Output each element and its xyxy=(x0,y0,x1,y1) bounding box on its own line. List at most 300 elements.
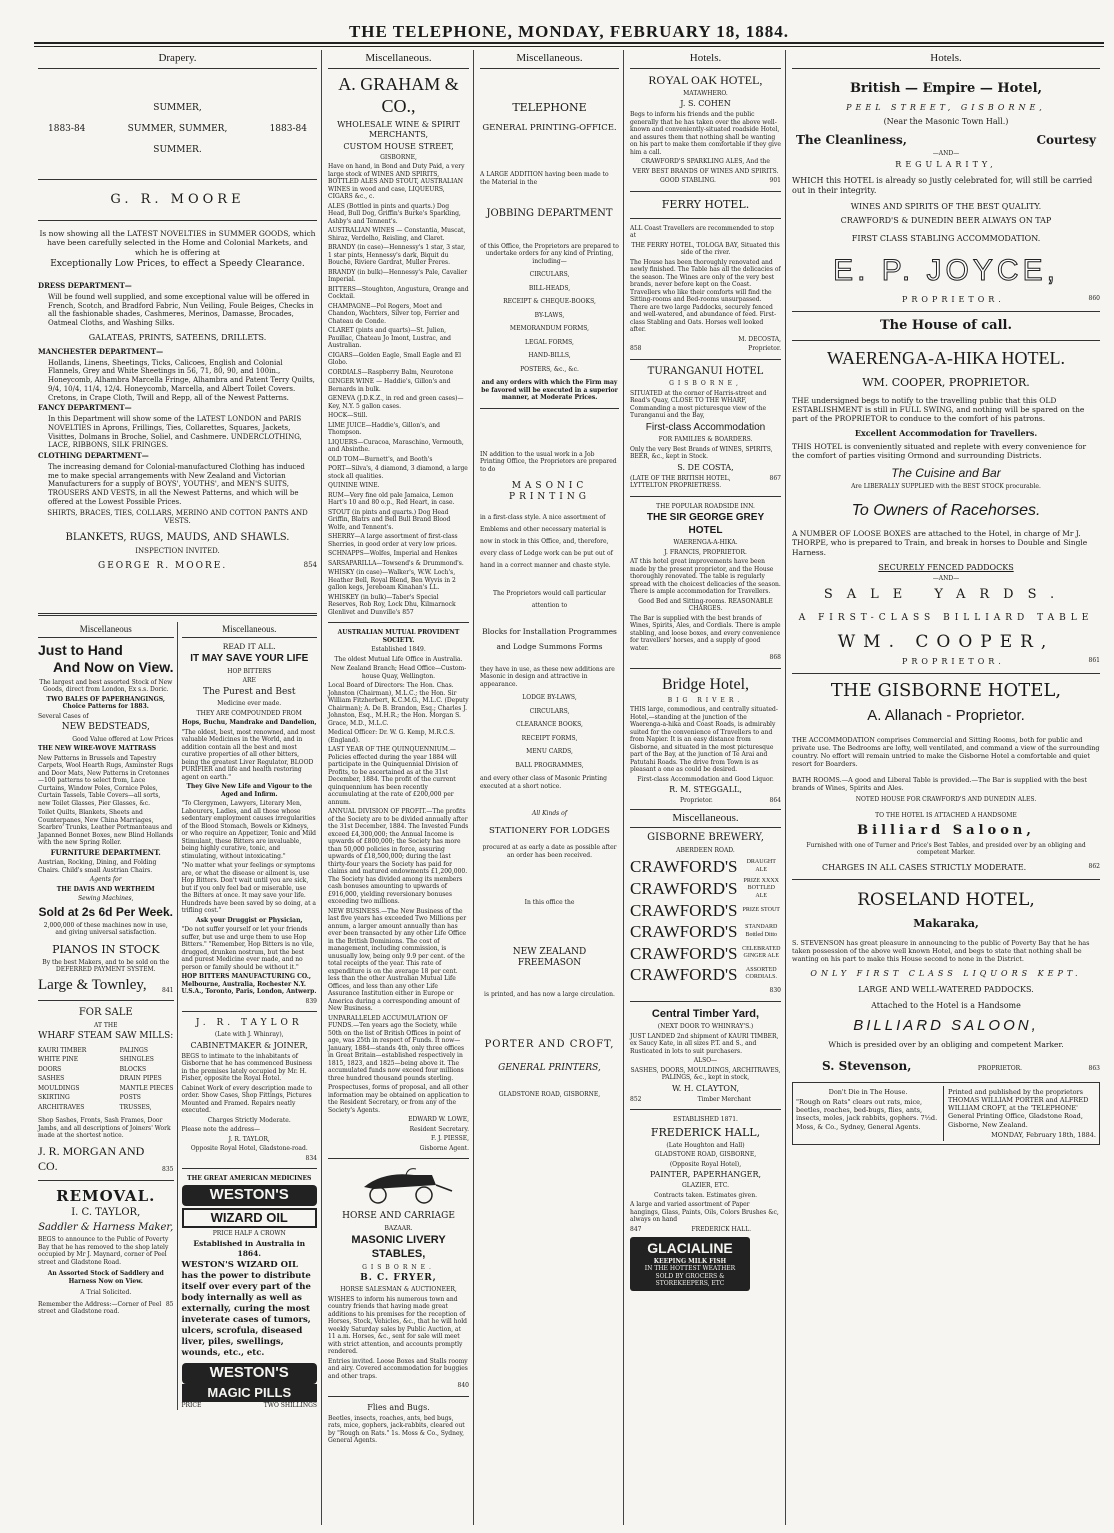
steggall-proprietor: Proprietor. xyxy=(680,797,713,804)
pills-price-value: TWO SHILLINGS xyxy=(263,1402,317,1410)
moore-intro-2: Exceptionally Low Prices, to effect a Speedy Clearance. xyxy=(50,258,305,269)
column-drapery xyxy=(34,50,322,1525)
horse-carriage: HORSE AND CARRIAGE xyxy=(342,1211,455,1222)
crawfords-name: CRAWFORD'S xyxy=(630,943,738,963)
col1-lower xyxy=(38,622,317,1410)
wire-heading: THE NEW WIRE-WOVE MATTRASS xyxy=(38,745,157,753)
manchester-text: Hollands, Linens, Sheetings, Ticks, Calicoes, English and Colonial Flannels, Grey and White Sheetings in 56, 71, 80, 90, and 100in., Honeycomb, Alhambra Marcella Fringe, Alhambra and Patent Terry Quilts, 9/4, 10/4, 11/4, 12/4. Honeycomb, Marcella, and Albert Toilet Covers. Cretons, in Crape Cloth, Twill and Repp, all of the Newest Patterns. xyxy=(48,358,315,402)
turanganui-sig: S. DE COSTA, xyxy=(677,462,734,472)
clothing-text: The increasing demand for Colonial-manufactured Clothing has induced me to make special arrangements with New Zealand and Victorian Manufacturers for a supply of BOYS', YOUTHS', and MEN'S SUITS, TROUSERS AND VESTS, in all the Newest Patterns, and which will be offered at the Lowest Possible Prices. xyxy=(48,462,305,506)
hops-line: Hops, Buchu, Mandrake and Dandelion, xyxy=(181,719,317,726)
jobbing-title: JOBBING DEPARTMENT xyxy=(486,208,613,220)
hall-late: (Late Houghton and Hall) xyxy=(666,1141,745,1149)
crawfords-type: ASSORTED CORDIALS. xyxy=(745,966,778,981)
glacialine-ad xyxy=(630,1237,750,1291)
list-item: CIGARS—Golden Eagle, Small Eagle and El Globo. xyxy=(328,351,462,367)
section-header-drapery: Drapery. xyxy=(38,50,317,69)
very-best: VERY BEST BRANDS OF WINES AND SPIRITS. xyxy=(632,167,779,175)
sale-yards: SALE YARDS. xyxy=(823,586,1069,602)
jrt-body: BEGS to intimate to the inhabitants of Gisborne that he has commenced Business in the premises lately occupied by Mr. H. Fisher, opposite the Royal Hotel. xyxy=(181,1052,313,1083)
timber-body: JUST LANDED 2nd shipment of KAURI TIMBER, ex Saucy Kate, in all sizes P.T. and S., and Rusticated in lots to suit purchasers. xyxy=(630,1032,779,1055)
turanganui-only: Only the very Best Brands of WINES, SPIRITS, BEER, &c., kept in Stock. xyxy=(630,445,773,460)
cuisine-line: The Cuisine and Bar xyxy=(891,466,1001,481)
cohen-body: Begs to inform his friends and the public generally that he has taken over the above well-known and conveniently-situated roadside Hotel, and assures them that nothing shall be wanting on his part to make them comfortable if they give him a call. xyxy=(630,111,781,156)
list-item: LEGAL FORMS, xyxy=(525,338,574,346)
stationery-line: STATIONERY FOR LODGES xyxy=(488,825,610,836)
flies-heading: Flies and Bugs. xyxy=(367,1402,430,1412)
freemason-body: is printed, and has now a large circulation. xyxy=(484,991,615,999)
section-header-misc-4: Miscellaneous. xyxy=(480,50,619,69)
any-other: and any orders with which the Firm may be favored will be executed in a superior manner, at Moderate Prices. xyxy=(481,379,618,402)
ad-number: 841 xyxy=(162,986,174,994)
amp-medical: Medical Officer: Dr. W. G. Kemp, M.R.C.S. (England). xyxy=(328,729,455,744)
just-to-hand: Just to Hand xyxy=(38,641,123,658)
remember-row xyxy=(38,1301,174,1316)
jr-taylor-late: (Late with J. Whinray), xyxy=(214,1031,284,1039)
list-item: CIRCULARS, xyxy=(529,707,570,715)
list-item: QUININE WINE. xyxy=(328,482,380,490)
column-hotels xyxy=(626,50,786,1525)
galateas: GALATEAS, PRINTS, SATEENS, DRILLETS. xyxy=(88,332,267,342)
all-kinds: All Kinds of xyxy=(531,810,567,818)
trial-line: A Trial Solicited. xyxy=(80,1289,132,1297)
ad-number: 835 xyxy=(162,1166,174,1174)
gisborne-line: GISBORNE, xyxy=(380,153,417,161)
sgg-bar: The Bar is supplied with the best brands of Wines, Spirits, Ales, and Cordials. There is ample stabling, and loose boxes, and every convenience for travellers' horses, and a supply of good water. xyxy=(630,614,781,652)
summer-line-3: SUMMER. xyxy=(153,145,202,156)
section-header-hotels-2: Hotels. xyxy=(792,50,1100,69)
in-addition: IN addition to the usual work in a Job Printing Office, the Proprietors are prepared to do xyxy=(480,450,617,473)
crawfords-name: CRAWFORD'S xyxy=(630,857,738,877)
situated-line: THIS HOTEL is conveniently situated and replete with every convenience for the comfort of parties visiting Ormond and surrounding Districts. xyxy=(792,441,1087,460)
stevenson-body: S. STEVENSON has great pleasure in announcing to the public of Poverty Bay that he has taken possession of the above well known Hotel, and begs to state that nothing shall be wanting on his part to make this House second to none in the District. xyxy=(792,938,1090,963)
imprint-text: Printed and published by the proprietors THOMAS WILLIAM PORTER and ALFRED WILLIAM CROFT, at the 'TELEPHONE' General Printing Office, Gladstone Road, Gisborne, New Zealand. xyxy=(948,1088,1089,1129)
beds-line: NEW BEDSTEADS, xyxy=(61,722,150,733)
fryer-body: WISHES to inform his numerous town and country friends that having made great additions to his premises for the reception of Horses, Stock, Vehicles, &c., that he will hold weekly Saturday sales by Public Auction, at 11 a.m. Horses, &c., sent for sale will meet with strict attention, and accounts promptly rendered. xyxy=(328,1295,467,1356)
painter-line: PAINTER, PAPERHANGER, xyxy=(649,1170,762,1179)
misc-right-ads xyxy=(182,622,318,1410)
stationery-body: procured at as early a date as possible after an order has been received. xyxy=(482,844,617,859)
timber-sashes: SASHES, DOORS, MOULDINGS, ARCHITRAVES, PALINGS, &c., kept in stock, xyxy=(630,1066,781,1082)
hop-bitters: HOP BITTERS xyxy=(227,667,272,675)
moore-signature-row xyxy=(38,561,317,572)
column-misc-telephone xyxy=(476,50,624,1525)
peel-street: PEEL STREET, GISBORNE, xyxy=(846,103,1046,112)
pills-footer xyxy=(182,1402,318,1410)
hop-quote: "The oldest, best, most renowned, and most valuable Medicines in the World, and in addition contain all the best and most curative properties of all other bitters, being the greatest Liver Regulator, BLOOD PURIFIER and life and health restoring agent on earth." xyxy=(181,728,316,781)
list-item: DOORS xyxy=(38,1065,62,1073)
masthead-rule-thin xyxy=(34,46,1104,47)
list-item: PALINGS xyxy=(119,1046,148,1054)
ad-number: 85 xyxy=(165,1300,174,1308)
popular-inn: THE POPULAR ROADSIDE INN. xyxy=(656,502,755,510)
for-sale: FOR SALE xyxy=(78,1007,133,1019)
large-paddocks: LARGE AND WELL-WATERED PADDOCKS. xyxy=(858,984,1034,994)
cleanliness-row xyxy=(792,133,1100,148)
dont-die-heading: Don't Die in The House. xyxy=(828,1088,908,1096)
gisborne-2: GISBORNE. xyxy=(362,1263,435,1271)
crawfords-row xyxy=(630,964,781,985)
ict-body: BEGS to announce to the Public of Poverty Bay that he has removed to the shop lately occupied by Mr J. Maynard, corner of Peel street and Gladstone Road. xyxy=(38,1236,169,1266)
gladstone-road: GLADSTONE ROAD, GISBORNE, xyxy=(498,1090,601,1098)
makaraka: Makaraka, xyxy=(913,916,979,930)
boxes-line: A NUMBER OF LOOSE BOXES are attached to the Hotel, in charge of Mr J. THORPE, who is prepared to Train, and break in horses to Double and Single Harness. xyxy=(792,528,1088,557)
give-line: They Give New Life and Vigour to the Aged and Infirm. xyxy=(186,783,313,798)
list-item: PORT—Silva's, 4 diamond, 3 diamond, a large stock all qualities. xyxy=(328,465,468,480)
now-on-view: And Now on View. xyxy=(52,659,174,676)
compounded-line: THEY ARE COMPOUNDED FROM xyxy=(196,709,302,717)
shirts-line: SHIRTS, BRACES, TIES, COLLARS, MERINO AND COTTON PANTS AND VESTS. xyxy=(47,508,308,526)
jr-taylor: J. R. TAYLOR xyxy=(195,1018,303,1028)
glacialine-keeping: KEEPING MILK FISH xyxy=(653,1257,727,1265)
removal: REMOVAL. xyxy=(56,1186,156,1205)
large-townley-row xyxy=(38,976,174,995)
morgan-name: J. R. MORGAN AND CO. xyxy=(38,1143,145,1173)
cabinet-work: Cabinet Work of every description made to order. Show Cases, Shop Fittings, Pictures Mounted and Framed. Repairs neatly executed. xyxy=(181,1084,313,1115)
jrt-signature: J. R. TAYLOR, xyxy=(228,1135,270,1143)
quilts-text: Toilet Quilts, Blankets, Sheets and Counterpanes, New China Marriages, Scarbro' Trunks, Leather Portmanteaus and Japanned Bonnet Boxes, new Blind Hollands with the new Spring Roller. xyxy=(38,809,174,847)
attached-line: TO THE HOTEL IS ATTACHED A HANDSOME xyxy=(875,811,1017,819)
list-item: BLOCKS xyxy=(119,1065,147,1073)
ferry-proprietor: Proprietor. xyxy=(748,345,781,352)
wharf-list xyxy=(38,1045,174,1114)
crawfords-type: STANDARD Bottled Ditto xyxy=(745,924,778,938)
bazaar-line: BAZAAR. xyxy=(384,1224,413,1232)
house-of-call: The House of call. xyxy=(880,318,1012,333)
ferry-location: THE FERRY HOTEL, TOLOGA BAY, Situated this side of the river. xyxy=(631,241,780,256)
ad-number: 863 xyxy=(1088,1065,1100,1072)
which-line: WHICH this HOTEL is already so justly celebrated for, will still be carried out in their integrity. xyxy=(792,175,1093,195)
gh-body: THE ACCOMMODATION comprises Commercial and Sitting Rooms, both for public and private use. The Bedrooms are lofty, well ventilated, and command a view of the surrounding country. No effort will remain untried to make the Gisborne Hotel a comfortable and quiet resort for Boarders. xyxy=(792,735,1100,768)
masonic-livery: MASONIC LIVERY STABLES, xyxy=(351,1234,446,1260)
ad-number: 834 xyxy=(305,1154,317,1162)
printing-list-2 xyxy=(480,694,619,769)
read-it-all: READ IT ALL. xyxy=(222,641,276,651)
wines-line: WINES AND SPIRITS OF THE BEST QUALITY. xyxy=(850,201,1042,211)
crawfords-name: CRAWFORD'S xyxy=(630,901,738,920)
joyce-proprietor: PROPRIETOR. xyxy=(902,295,1005,304)
ferry-footer xyxy=(630,345,781,353)
ad-number: 868 xyxy=(769,654,781,661)
sewing-line: Sewing Machines, xyxy=(77,895,134,903)
large-townley: Large & Townley, xyxy=(38,976,147,993)
crawfords-name: CRAWFORD'S xyxy=(630,964,738,984)
ad-number: 901 xyxy=(769,177,781,185)
blocks-body: they have in use, as these new additions are Masonic in design and attractive in appearance. xyxy=(480,665,615,688)
list-item: MOULDINGS xyxy=(38,1084,80,1092)
crawfords-type: CELEBRATED GINGER ALE xyxy=(742,945,781,960)
liberally-line: Are LIBERALLY SUPPLIED with the BEST STOCK procurable. xyxy=(851,483,1041,491)
ad-number: 839 xyxy=(305,997,317,1005)
noted-line: NOTED HOUSE FOR CRAWFORD'S AND DUNEDIN ALES. xyxy=(855,796,1037,804)
ferry-signature: M. DECOSTA, xyxy=(738,335,781,343)
bales-line: TWO BALES OF PAPERHANGINGS, Choice Patterns for 1883. xyxy=(46,695,165,711)
telephone-title: TELEPHONE xyxy=(512,100,587,114)
furniture-heading: FURNITURE DEPARTMENT. xyxy=(50,847,161,857)
and-line-2: —AND— xyxy=(932,575,960,582)
magic-pills-logo-2: MAGIC PILLS xyxy=(182,1384,318,1402)
list-item: RECEIPT FORMS, xyxy=(521,734,578,742)
graham-intro: Have on hand, in Bond and Duty Paid, a very large stock of WINES AND SPIRITS, BOTTLED ALES AND STOUT, AUSTRALIAN WINES in wood and case, LIQUEURS, CIGARS &c., c. xyxy=(328,163,465,201)
moore-intro: Is now showing all the LATEST NOVELTIES in SUMMER GOODS, which have been carefully selected in the Home and Colonial Markets, and which he is offering at xyxy=(39,228,316,257)
wizard-established: Established in Australia in 1864. xyxy=(193,1239,306,1258)
clayton-role: Timber Merchant xyxy=(697,1095,751,1103)
list-item: GINGER WINE — Haddie's, Gillon's and Bernards in bulk. xyxy=(328,378,451,393)
year-left: 1883-84 xyxy=(48,124,86,134)
list-item: BALL PROGRAMMES, xyxy=(515,761,584,769)
amp-heading: AUSTRALIAN MUTUAL PROVIDENT SOCIETY. xyxy=(337,629,460,644)
section-header-misc-3: Miscellaneous. xyxy=(328,50,469,69)
list-item: HAND-BILLS, xyxy=(528,352,571,360)
wire-text: New Patterns in Brussels and Tapestry Carpets, Wool Hearth Rugs, Axminster Rugs and Door Mats, New Patterns in Cretonnes—100 patterns to select from, Lace Curtains, Window Poles, Cornice Poles, Curtain Tassels, Table Covers—all sorts, new Toilet Glasses, Pier Glasses, &c. xyxy=(38,754,174,807)
remember-line: Remember the Address:—Corner of Peel street and Gladstone road. xyxy=(38,1300,162,1316)
ad-number: 858 xyxy=(630,345,642,352)
paddocks-line: SECURELY FENCED PADDOCKS xyxy=(878,563,1014,572)
westons-logo: WESTON'S xyxy=(182,1185,318,1206)
ad-number: 860 xyxy=(1088,295,1100,302)
sgg-beds: Good Bed and Sitting-rooms. REASONABLE CHARGES. xyxy=(638,597,773,612)
crawfords-row xyxy=(630,900,781,921)
cohen: J. S. COHEN xyxy=(680,99,731,109)
billiard-saloon-2: BILLIARD SALOON, xyxy=(853,1016,1039,1034)
wharf-list-left xyxy=(38,1045,86,1114)
porter-croft: PORTER AND CROFT, xyxy=(484,1038,615,1050)
ad-number: 862 xyxy=(1088,862,1100,870)
crawfords-list xyxy=(630,856,781,985)
list-item: DRAIN PIPES xyxy=(119,1075,162,1083)
established-1871: ESTABLISHED 1871. xyxy=(673,1116,738,1124)
list-item: SASHES xyxy=(38,1075,65,1083)
note-line: Please note the address— xyxy=(181,1126,261,1134)
amp-board: Local Board of Directors: The Hon. Chas. Johnston (Chairman), M.L.C.; the Hon. Sir William Fitzherbert, K.C.M.G., M.L.C. (Deputy Chairman); A. De B. Brandon, Esq.; Charles J. Johnston, Esq., M.H.R.; the Hon. Morgan S. Grace, M.D., M.L.C. xyxy=(328,682,469,727)
list-item: RECEIPT & CHEQUE-BOOKS, xyxy=(503,298,596,306)
list-item: CLARET (pints and quarts)—St. Julien, Pauillac, Chateau Jo Imont, Lustrac, and Australian. xyxy=(328,327,451,350)
ask-line: Ask your Druggist or Physician, xyxy=(195,916,303,924)
prop-call: The Proprietors would call particular attention to xyxy=(492,589,607,609)
sold-note: 2,000,000 of these machines now in use, and giving universal satisfaction. xyxy=(43,921,168,937)
billiard-saloon: Billiard Saloon, xyxy=(857,823,1035,839)
list-item: MENU CARDS, xyxy=(526,748,573,756)
section-header-hotels: Hotels. xyxy=(630,50,781,69)
amp-last: LAST YEAR OF THE QUINQUENNIUM.—Policies effected during the year 1884 will participate in the Quinquennial Division of Profits, to be ascertained as at the 31st December, 1884. The profit of the current quinquennium has been recently accumulating at the rate of £200,000 per annum. xyxy=(328,746,458,806)
dont-die-body: "Rough on Rats" clears out rats, mice, beetles, roaches, bed-bugs, flies, ants, insects, moles, jack rabbits, gophers. 7½d. Moss, & Co., Sydney, General Agents. xyxy=(796,1098,938,1131)
amp-sig-2b: Gisborne Agent. xyxy=(419,1144,469,1152)
every-other: and every other class of Masonic Printing executed at a short notice. xyxy=(480,775,607,790)
list-item: KAURI TIMBER xyxy=(38,1046,87,1054)
ad-number: 840 xyxy=(457,1382,469,1390)
crawfords-type: PRIZE STOUT xyxy=(742,906,780,913)
matter-body: "No matter what your feelings or symptoms are, or what the disease or ailment is, use Hop Bitters. Don't wait until you are sick, but if you only feel bad or miserable, use the Bitters at once. It may save your life. Hundreds have been saved by so doing, at a trifling cost." xyxy=(181,862,316,914)
crawfords-row xyxy=(630,856,781,877)
glacialine-hottest: IN THE HOTTEST WEATHER xyxy=(644,1265,736,1272)
list-item: MEMORANDUM FORMS, xyxy=(509,325,590,333)
attached-2: Attached to the Hotel is a Handsome xyxy=(871,1000,1021,1010)
turanganui-gisborne: GISBORNE, xyxy=(669,380,742,387)
amp-new: NEW BUSINESS.—The New Business of the last five years has exceeded Two Millions per annum, a larger amount annually than has ever been transacted by any other Life Office in the British Dominions. The cost of management, including commission, is unusually low, being only 9.9 per cent. of the total receipts of the year. This rate of expenditure is on the average 18 per cent. less than the other Australian Mutual Life Offices, and less than any other Life Assurance Institution either in Europe or America during a corresponding amount of New Business. xyxy=(328,907,467,1013)
excellent-line: Excellent Accommodation for Travellers. xyxy=(854,427,1038,438)
blankets-line: BLANKETS, RUGS, MAUDS, AND SHAWLS. xyxy=(65,532,290,544)
summer-line-1: SUMMER, xyxy=(153,102,202,113)
presided-line: Which is presided over by an obliging and competent Marker. xyxy=(828,1039,1064,1049)
saddler: Saddler & Harness Maker, xyxy=(38,1221,174,1233)
section-header-misc-2: Miscellaneous. xyxy=(182,622,318,638)
moore-signature: GEORGE R. MOORE. xyxy=(98,561,228,572)
crawfords-name: CRAWFORD'S xyxy=(630,879,738,899)
at-the: AT THE xyxy=(93,1021,118,1029)
masthead-rule xyxy=(34,42,1104,44)
list-item: LODGE BY-LAWS, xyxy=(522,694,577,702)
year-right: 1883-84 xyxy=(269,124,307,134)
amp-oldest: The oldest Mutual Life Office in Australia. xyxy=(334,655,463,663)
near-masonic: (Near the Masonic Town Hall.) xyxy=(883,117,1009,126)
list-item: LIQUERS—Curacoa, Maraschino, Vermouth, and Absinthe. xyxy=(328,438,464,454)
medicine-line: Medicine ever made. xyxy=(217,700,282,707)
list-item: ARCHITRAVES xyxy=(38,1103,85,1111)
clayton: W. H. CLAYTON, xyxy=(671,1083,740,1093)
inspection-line: INSPECTION INVITED. xyxy=(135,546,220,555)
dress-heading: DRESS DEPARTMENT— xyxy=(38,281,132,291)
royal-footer xyxy=(630,177,781,185)
save-your-life: IT MAY SAVE YOUR LIFE xyxy=(190,653,309,665)
misc-left-ads xyxy=(38,622,178,1410)
just-intro: The largest and best assorted Stock of New Goods, direct from London, Ex s.s. Doric. xyxy=(39,678,173,694)
gisborne-hotel: THE GISBORNE HOTEL, xyxy=(830,680,1062,702)
stevenson-name: S. Stevenson, xyxy=(822,1059,912,1073)
masonic-body: in a first-class style. A nice assortment of Emblems and other necessary material is now in stock in this Office, and, therefore, every class of Lodge work can be put out of hand in a correct manner and chaste style. xyxy=(480,513,613,569)
cabinetmaker: CABINETMAKER & JOINER, xyxy=(190,1040,308,1050)
list-item: POSTERS, &c., &c. xyxy=(520,365,579,373)
cleanliness: The Cleanliness, xyxy=(796,133,907,147)
hall-footer xyxy=(630,1226,781,1234)
stabling-line: FIRST CLASS STABLING ACCOMMODATION. xyxy=(851,233,1041,243)
cooper-proprietor-2: PROPRIETOR. xyxy=(902,657,1005,667)
hall-signature: FREDERICK HALL. xyxy=(691,1225,751,1233)
list-item: LIME JUICE—Haddie's, Gillon's, and Thompson. xyxy=(328,421,440,437)
crawfords-type: PRIZE XXXX BOTTLED ALE xyxy=(743,877,779,899)
wharf-mills: WHARF STEAM SAW MILLS: xyxy=(38,1031,174,1042)
general-printers: GENERAL PRINTERS, xyxy=(498,1063,601,1074)
clothing-heading: CLOTHING DEPARTMENT— xyxy=(38,451,149,461)
westons-top: THE GREAT AMERICAN MEDICINES xyxy=(187,1175,312,1183)
list-item: SCHNAPPS—Wolfes, Imperial and Henkes xyxy=(328,550,458,558)
pianos-note: By the best Makers, and to be sold on the DEFERRED PAYMENT SYSTEM. xyxy=(42,958,170,974)
wizard-oil-logo: WIZARD OIL xyxy=(182,1208,318,1228)
waerenga-line: WAERENGA-A-HIKA. xyxy=(673,539,738,546)
list-item: BRANDY (in case)—Hennessy's 1 star, 3 star, 1 star pints, Hennessy's dark, Biquit du Bouche, Riviere Gardrat, Muller Freres. xyxy=(328,244,466,267)
only-liquors: ONLY FIRST CLASS LIQUORS KEPT. xyxy=(810,968,1082,978)
bridge-hotel: Bridge Hotel, xyxy=(661,675,750,693)
bridge-acc: First-class Accommodation and Good Liquor. xyxy=(637,775,774,783)
list-item: SKIRTING xyxy=(38,1094,70,1102)
fancy-heading: FANCY DEPARTMENT— xyxy=(38,403,132,413)
ferry-intro: ALL Coast Travellers are recommended to stop at xyxy=(630,224,775,239)
list-item: BRANDY (in bulk)—Hennessy's Pale, Cavalier Imperial. xyxy=(328,268,468,284)
glacialine-title: GLACIALINE xyxy=(647,1240,733,1256)
ic-taylor: I. C. TAYLOR, xyxy=(71,1207,141,1219)
list-item: RUM—Very fine old pale Jamaica, Lemon Hart's 10 and 80 o.p., Red Heart, in case. xyxy=(328,491,455,507)
amp-sig-1: EDWARD W. LOWE, xyxy=(408,1116,469,1124)
morgan-row xyxy=(38,1144,174,1174)
list-item: ALES (Bottled in pints and quarts.) Dog Head, Bull Dog, Griffin's Burke's Sparkling, Ashby's and Tennent's. xyxy=(328,202,461,225)
cooper-footer xyxy=(792,657,1100,667)
beds-note: Good Value offered at Low Prices xyxy=(72,735,174,743)
list-item: CIRCULARS, xyxy=(529,271,570,279)
crawfords-name: CRAWFORD'S xyxy=(630,922,738,942)
moore-name: G. R. MOORE xyxy=(110,191,245,207)
wizard-price: PRICE HALF A CROWN xyxy=(212,1229,286,1237)
frederick-hall: FREDERICK HALL, xyxy=(650,1125,761,1139)
pills-price-label: PRICE xyxy=(181,1402,202,1410)
ad-number: 847 xyxy=(630,1225,642,1233)
amp-sig-1b: Resident Secretary. xyxy=(409,1125,469,1133)
timber-also: ALSO— xyxy=(693,1057,718,1065)
aberdeen-road: ABERDEEN ROAD. xyxy=(676,846,735,854)
clayton-footer xyxy=(630,1096,781,1104)
ad-number: 854 xyxy=(303,561,317,570)
masonic-printing: MASONIC PRINTING xyxy=(509,481,590,503)
crawfords-row xyxy=(630,878,781,901)
joyce-name: E. P. JOYCE, xyxy=(833,253,1059,287)
courtesy: Courtesy xyxy=(1036,133,1096,147)
amp-prospectus: Prospectuses, forms of proposal, and all other information may be obtained on application to the Resident Secretary, or from any of the Society's Agents. xyxy=(328,1084,470,1114)
furniture-text: Austrian, Rocking, Dining, and Folding Chairs. Child's small Austrian Chairs. xyxy=(38,859,157,874)
wm-cooper: WM. COOPER, xyxy=(837,632,1055,652)
summer-line-2 xyxy=(38,124,317,135)
stevenson-footer xyxy=(792,1059,1100,1074)
list-item: SHERRY—A large assortment of first-class Sherries, in good order at very low prices. xyxy=(328,533,458,548)
graham-name: A. GRAHAM & CO., xyxy=(338,73,459,117)
column-hotels-2 xyxy=(788,50,1104,1525)
gpo-title: GENERAL PRINTING-OFFICE. xyxy=(482,122,617,133)
imprint-date: MONDAY, February 18th, 1884. xyxy=(991,1130,1096,1139)
graham-item-list xyxy=(328,203,469,617)
owners-line: To Owners of Racehorses. xyxy=(851,501,1041,519)
crawford-ales: CRAWFORD'S SPARKLING ALES, And the xyxy=(641,158,770,166)
pianos-line: PIANOS IN STOCK xyxy=(52,942,160,956)
bath-line: BATH ROOMS.—A good and Liberal Table is provided.—The Bar is supplied with the best brands of Wines, Spirits and Ales. xyxy=(792,776,1087,793)
column-misc-graham xyxy=(324,50,474,1525)
ask-body: "Do not suffer yourself or let your friends suffer, but use and urge them to use Hop Bitters." "Remember, Hop Bitters is no vile, drugged, drunken nostrum, but the best and purest Medicine ever made, and no person or family should be without it." xyxy=(181,926,315,971)
printing-list-1 xyxy=(480,271,619,373)
cooper-body: THE undersigned begs to notify to the travelling public that this OLD ESTABLISHMENT is still in FULL SWING, and nothing will be spared on the part of the PROPRIETOR to conduce to the comfort of his patrons. xyxy=(792,395,1085,424)
turang-footer xyxy=(630,475,781,490)
bridge-footer xyxy=(630,797,781,805)
blocks-line: Blocks for Installation Programmes and Lodge Summons Forms xyxy=(482,626,617,651)
dress-text: Will be found well supplied, and some exceptional value will be offered in French, Scotch, and Bradford Fabric, Nun Veiling, Foule Beiges, Checks in all the fashionable shades, Cashmeres, Merinos, Damasse, Brocades, Oatmeal Cloths, and Washing Silks. xyxy=(48,292,314,328)
amp-branch: New Zealand Branch; Head Office—Custom-house Quay, Wellington. xyxy=(330,665,467,680)
amp-annual: ANNUAL DIVISION OF PROFIT.—The profits of the Society are to be divided annually after the 31st December, 1884. The Invested Funds exceed £4,300,000; the Annual Income is upwards of £800,000; the Society has more than 50,000 policies in force, assuring upwards of £18,500,000; during the last thirty-four years the Society has paid for claims and matured endowments £1,200,000. The Society has divided among its members cash bonuses amounting to upwards of £916,000, yielding reversionary bonuses exceeding two millions. xyxy=(328,808,469,906)
list-item: SARSAPARILLA—Towsend's & Drummond's. xyxy=(328,559,464,567)
and-line: —AND— xyxy=(932,150,960,157)
davis-line: THE DAVIS AND WERTHEIM xyxy=(56,885,155,893)
steggall: R. M. STEGGALL, xyxy=(669,785,742,794)
addition-line: A LARGE ADDITION having been made to the Material in the xyxy=(480,171,609,186)
moore-ad xyxy=(38,73,317,573)
charges-line: Charges Strictly Moderate. xyxy=(207,1116,291,1124)
section-header-misc: Miscellaneous xyxy=(38,622,174,638)
royal-oak: ROYAL OAK HOTEL, xyxy=(648,72,763,87)
list-item: POSTS xyxy=(119,1094,141,1102)
waerenga-hotel: WAERENGA-A-HIKA HOTEL. xyxy=(827,348,1065,369)
list-item: WHISKEY (in bulk)—Taber's Special Reserves, Rob Roy, Lock Dhu, Kilmarnock Glenlivet and Dunville's 857 xyxy=(328,593,456,616)
fryer-role: HORSE SALESMAN & AUCTIONEER, xyxy=(340,1286,457,1294)
turanganui-hotel: TURANGANUI HOTEL xyxy=(647,365,764,377)
joyce-footer xyxy=(792,295,1100,305)
ad-number: 864 xyxy=(769,797,781,804)
ad-number: 861 xyxy=(1088,657,1100,665)
big-river: BIG RIVER. xyxy=(667,696,744,704)
in-this-office: In this office the xyxy=(524,899,575,907)
